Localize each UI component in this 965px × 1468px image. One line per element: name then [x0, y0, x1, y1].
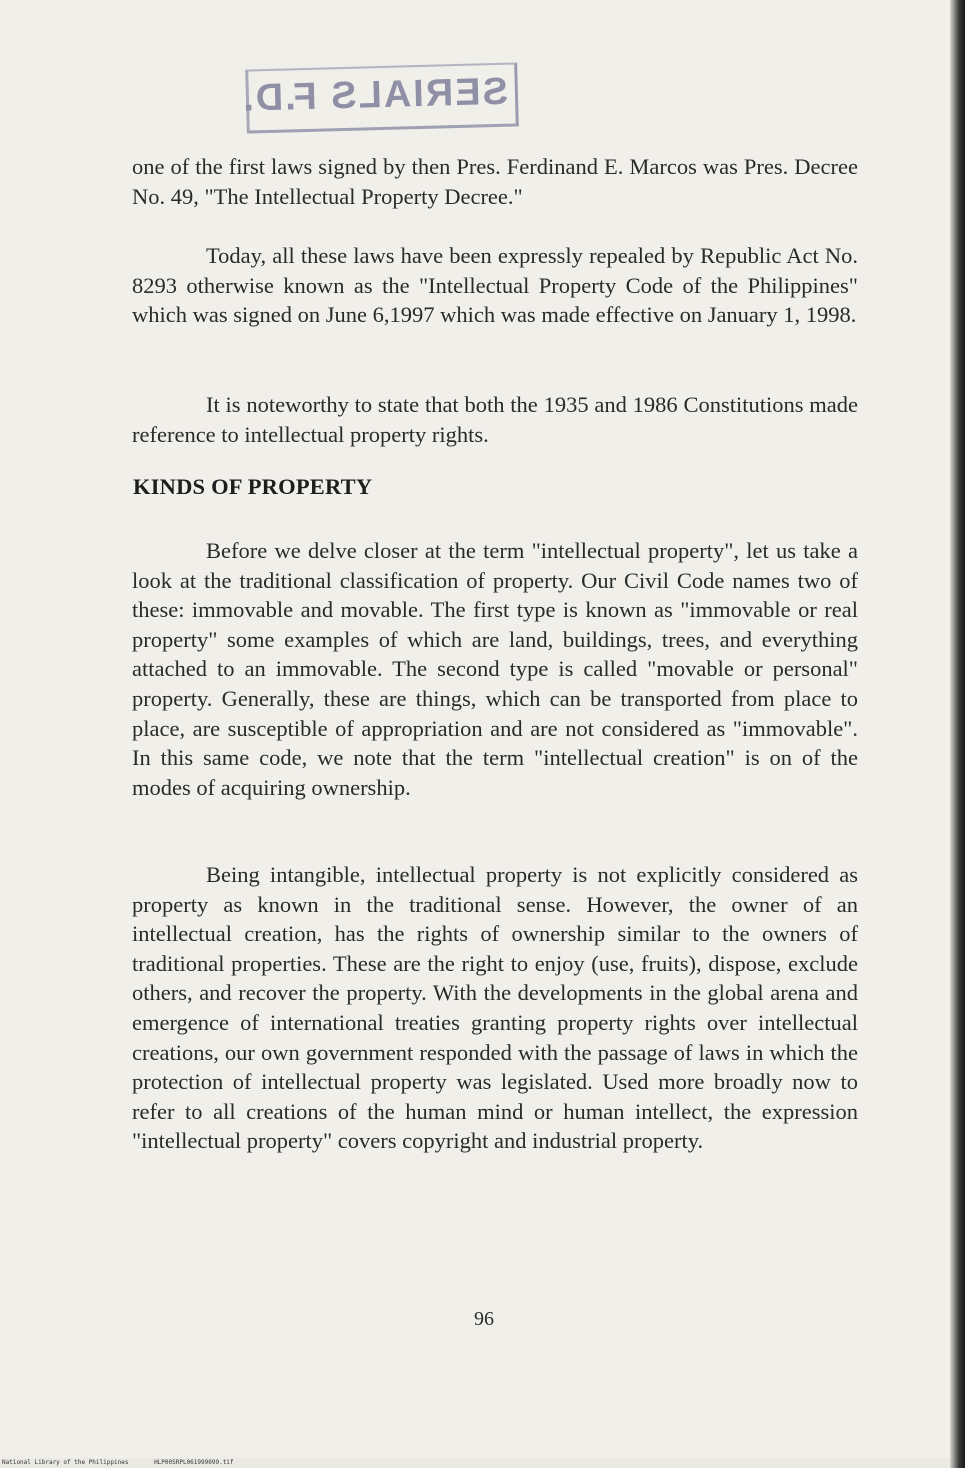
- page-number: 96: [474, 1308, 494, 1330]
- paragraph-5: Being intangible, intellectual property is not explicitly considered as property as known in the traditional sense. However, the owner of an intellectual creation, has the rights of ownership similar to the owners of traditional properties. These are the right to enjoy (use, fruits), dispose, exclude others, and recover the property. With the developments in the global arena and emergence of international treaties granting property rights over intellectual creations, our own government responded with the passage of laws in which the protection of intellectual property was legislated. Used more broadly now to refer to all creations of the human mind or human intellect, the expression "intellectual property" covers copyright and industrial property.: [132, 862, 858, 1154]
- footer-filename: HLP00SRPL061999099.tif: [154, 1459, 234, 1466]
- paragraph-1: one of the first laws signed by then Pres. Ferdinand E. Marcos was Pres. Decree No. 49, "The Intellectual Property Decree.": [132, 154, 858, 209]
- section-heading: KINDS OF PROPERTY: [133, 474, 373, 499]
- scan-footer: [2, 1459, 234, 1466]
- paragraph-4: Before we delve closer at the term "intellectual property", let us take a look at the traditional classification of property. Our Civil Code names two of these: immovable and movable. The first type is known as "immovable or real property" some examples of which are land, buildings, trees, and everything attached to an immovable. The second type is called "movable or personal" property. Generally, these are things, which can be transported from place to place, are susceptible of appropriation and are not considered as "immovable". In this same code, we note that the term "intellectual creation" is on of the modes of acquiring ownership.: [132, 538, 858, 800]
- footer-library: National Library of the Philippines: [2, 1459, 129, 1466]
- serials-stamp: [240, 62, 519, 133]
- paragraph-2: Today, all these laws have been expressly repealed by Republic Act No. 8293 otherwise known as the "Intellectual Property Code of the Philippines" which was signed on June 6,1997 which was made effective on January 1, 1998.: [132, 243, 858, 328]
- page-edge-shadow: [950, 0, 965, 1468]
- paragraph-3: It is noteworthy to state that both the 1935 and 1986 Constitutions made reference to intellectual property rights.: [132, 392, 858, 447]
- stamp-text: SERIALS F.D.: [240, 70, 509, 120]
